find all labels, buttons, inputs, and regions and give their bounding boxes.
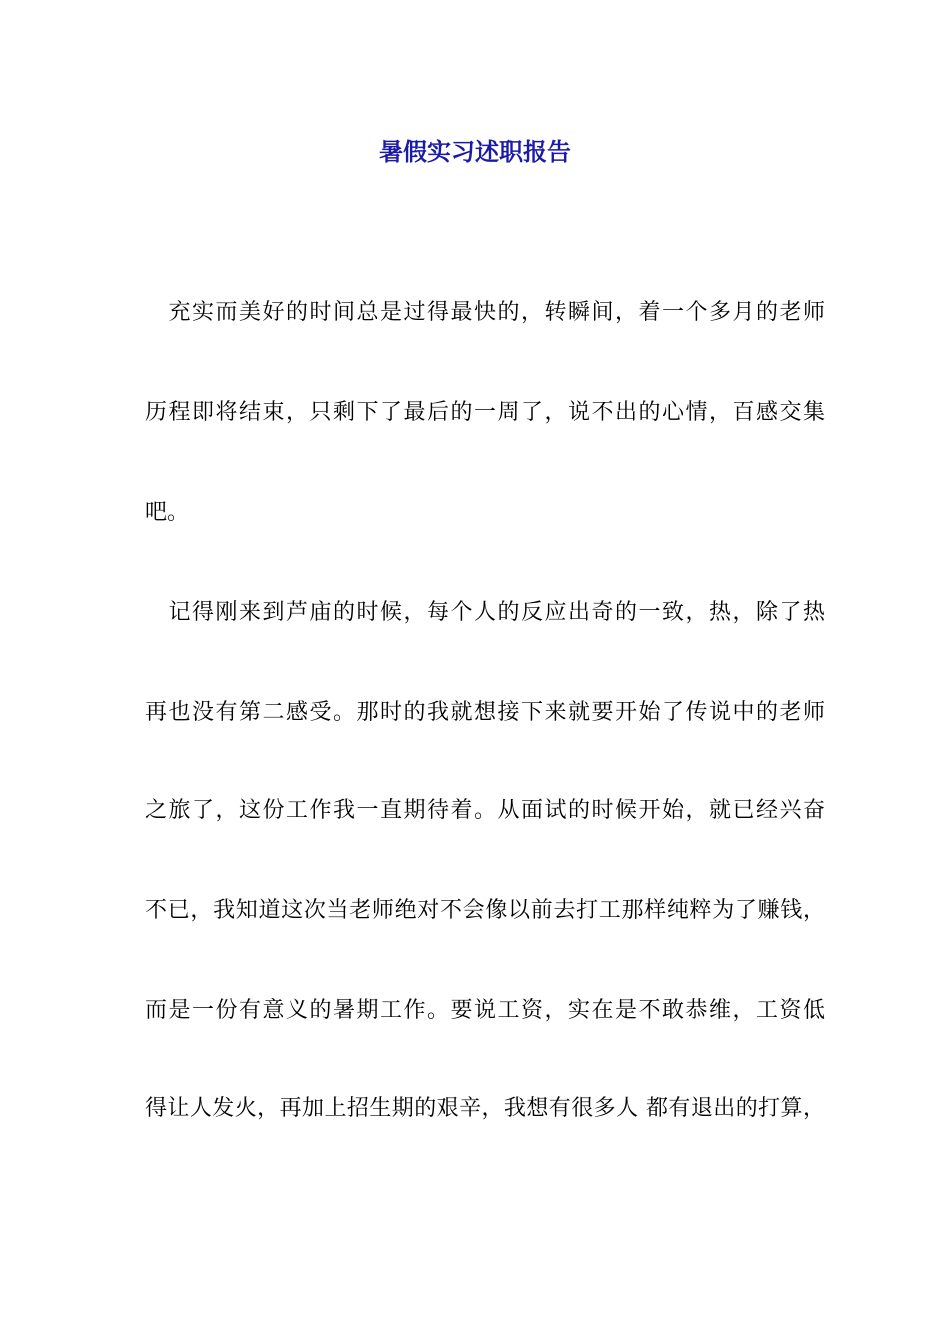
body-line-2: 历程即将结束，只剩下了最后的一周了，说不出的心情，百感交集: [145, 400, 825, 425]
body-line-3: 吧。: [145, 500, 190, 525]
body-line-6: 之旅了，这份工作我一直期待着。从面试的时候开始，就已经兴奋: [145, 798, 825, 823]
body-line-4: 记得刚来到芦庙的时候，每个人的反应出奇的一致，热，除了热: [145, 600, 825, 625]
body-line-8: 而是一份有意义的暑期工作。要说工资，实在是不敢恭维，工资低: [145, 998, 825, 1023]
body-line-5: 再也没有第二感受。那时的我就想接下来就要开始了传说中的老师: [145, 700, 825, 725]
body-line-9: 得让人发火，再加上招生期的艰辛，我想有很多人 都有退出的打算，: [145, 1096, 825, 1121]
body-line-1: 充实而美好的时间总是过得最快的，转瞬间，着一个多月的老师: [145, 300, 825, 325]
body-line-7: 不已，我知道这次当老师绝对不会像以前去打工那样纯粹为了赚钱，: [145, 898, 825, 923]
document-title: 暑假实习述职报告: [379, 138, 571, 166]
